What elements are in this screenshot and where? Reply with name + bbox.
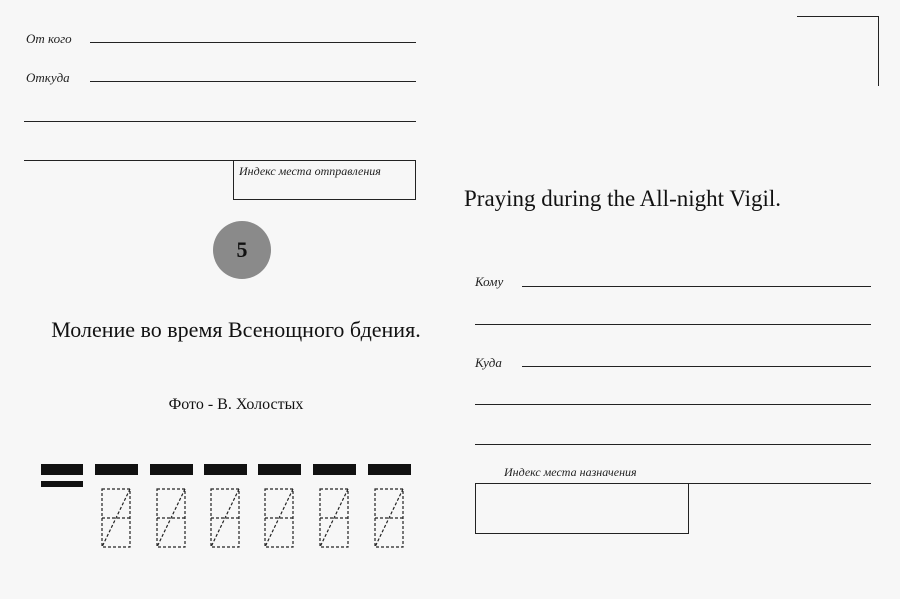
- sender-address-line-2: [24, 121, 416, 122]
- postcode-digit-template: [210, 488, 240, 548]
- recipient-where-line: [522, 366, 871, 367]
- postcode-digit-template: [264, 488, 294, 548]
- card-number-badge: [213, 221, 271, 279]
- postcode-digit-template: [319, 488, 349, 548]
- recipient-to-label: Кому: [475, 274, 504, 289]
- postcode-bar: [95, 464, 138, 475]
- recipient-line-2: [475, 324, 871, 325]
- postcode-digit-template: [374, 488, 404, 548]
- recipient-to-line: [522, 286, 871, 287]
- sender-from-line: [90, 42, 416, 43]
- recipient-index-label: Индекс места назначения: [504, 465, 637, 479]
- caption-title-ru: Моление во время Всенощного бдения.: [51, 317, 421, 342]
- photo-credit: Фото - В. Холостых: [168, 396, 304, 413]
- postcode-bar: [313, 464, 356, 475]
- postcode-marker-bar-2: [41, 481, 83, 487]
- postcode-marker-bar: [41, 464, 83, 475]
- sender-where-line: [90, 81, 416, 82]
- postcode-bar: [368, 464, 411, 475]
- card-number: 5: [236, 237, 248, 262]
- postcode-bar: [150, 464, 193, 475]
- postcode-digit-template: [156, 488, 186, 548]
- recipient-where-label: Куда: [475, 355, 502, 370]
- sender-where-label: Откуда: [26, 70, 70, 85]
- caption-title-en: Praying during the All-night Vigil.: [464, 186, 781, 211]
- sender-index-label: Индекс места отправления: [239, 164, 381, 178]
- stamp-corner-mark: [797, 16, 879, 86]
- postcode-bar: [258, 464, 301, 475]
- recipient-line-5: [475, 444, 871, 445]
- postcode-digit-template: [101, 488, 131, 548]
- postcode-bar: [204, 464, 247, 475]
- recipient-index-box: [475, 483, 689, 534]
- recipient-line-4: [475, 404, 871, 405]
- sender-from-label: От кого: [26, 31, 72, 46]
